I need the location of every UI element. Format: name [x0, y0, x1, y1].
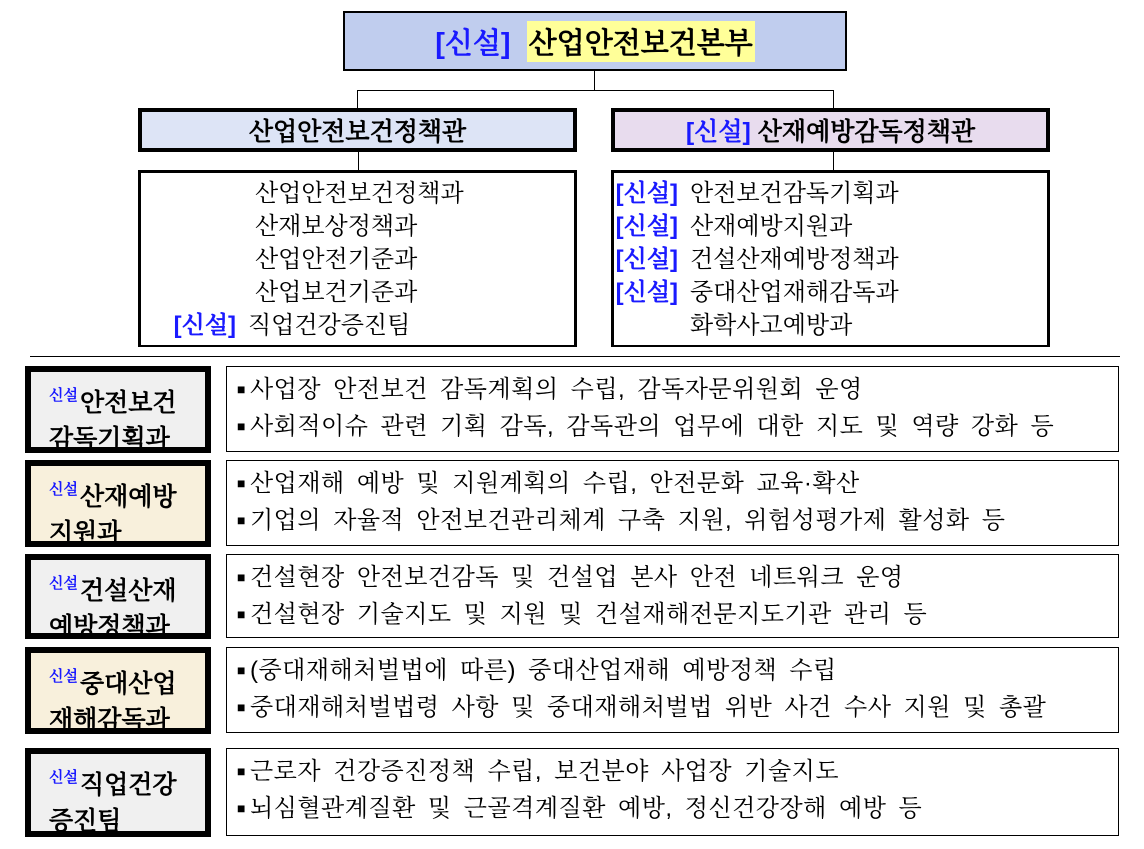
unit-row — [141, 210, 574, 243]
description-text: 뇌심혈관계질환 및 근골격계질환 예방, 정신건강장해 예방 등 — [249, 795, 923, 822]
description-item — [237, 753, 1118, 790]
description-item — [237, 559, 1118, 596]
unit-label-line2: 증진팀 — [49, 807, 122, 835]
description-text: 근로자 건강증진정책 수립, 보건분야 사업장 기술지도 — [249, 758, 840, 785]
description-item — [237, 408, 1118, 445]
new-tag: [신설] — [435, 27, 511, 60]
unit-name: 직업건강증진팀 — [248, 312, 411, 339]
unit-label-box — [25, 554, 211, 639]
divider — [30, 356, 1120, 357]
new-tag: 신설 — [49, 668, 78, 685]
left-units-list — [138, 170, 577, 347]
connector — [833, 90, 834, 108]
unit-description-box — [226, 647, 1119, 733]
unit-name: 건설산재예방정책과 — [690, 246, 899, 273]
new-tag: [신설] — [615, 279, 678, 306]
new-tag: [신설] — [615, 180, 678, 207]
unit-name: 산재예방지원과 — [690, 213, 853, 240]
description-text: 사회적이슈 관련 기획 감독, 감독관의 업무에 대한 지도 및 역량 강화 등 — [249, 413, 1055, 440]
new-tag: [신설] — [685, 118, 751, 146]
description-text: 기업의 자율적 안전보건관리체계 구축 지원, 위험성평가제 활성화 등 — [249, 507, 1006, 534]
description-text: 건설현장 안전보건감독 및 건설업 본사 안전 네트워크 운영 — [249, 564, 904, 591]
unit-row — [614, 243, 1047, 276]
bullet-icon: ■ — [237, 763, 246, 779]
description-text: 사업장 안전보건 감독계획의 수립, 감독자문위원회 운영 — [249, 376, 863, 403]
unit-label-box — [25, 647, 211, 734]
hq-title: 산업안전보건본부 — [527, 21, 755, 62]
connector — [833, 152, 834, 170]
unit-name: 산업안전보건정책과 — [255, 180, 464, 207]
right-office-box — [611, 108, 1050, 152]
unit-name: 산업안전기준과 — [255, 246, 418, 273]
unit-description-box — [226, 366, 1119, 452]
new-tag — [141, 177, 243, 210]
description-text: 산업재해 예방 및 지원계획의 수립, 안전문화 교육·확산 — [249, 470, 860, 497]
description-item — [237, 689, 1118, 726]
new-tag: 신설 — [49, 769, 78, 786]
new-tag — [614, 309, 678, 342]
new-tag: 신설 — [49, 481, 78, 498]
unit-name: 산재보상정책과 — [255, 213, 418, 240]
bullet-icon: ■ — [237, 512, 246, 528]
bullet-icon: ■ — [237, 662, 246, 678]
unit-label-line1: 안전보건 — [79, 389, 177, 417]
unit-label-line1: 건설산재 — [79, 577, 177, 605]
description-item — [237, 465, 1118, 502]
bullet-icon: ■ — [237, 418, 246, 434]
unit-label-line1: 중대산업 — [79, 670, 177, 698]
unit-label-line1: 직업건강 — [79, 771, 177, 799]
unit-description-box — [226, 554, 1119, 638]
unit-row — [141, 177, 574, 210]
unit-name: 안전보건감독기획과 — [690, 180, 899, 207]
connector — [594, 71, 595, 91]
unit-row — [614, 276, 1047, 309]
bullet-icon: ■ — [237, 699, 246, 715]
unit-name: 중대산업재해감독과 — [690, 279, 899, 306]
unit-label-line2: 예방정책과 — [49, 613, 170, 641]
right-office-title: 산재예방감독정책관 — [757, 118, 976, 146]
hq-box — [343, 11, 847, 71]
connector — [357, 90, 358, 108]
unit-label-box — [25, 460, 211, 547]
bullet-icon: ■ — [237, 475, 246, 491]
new-tag: 신설 — [49, 387, 78, 404]
new-tag: [신설] — [615, 213, 678, 240]
new-tag: 신설 — [49, 575, 78, 592]
unit-description-box — [226, 748, 1119, 836]
new-tag — [141, 243, 243, 276]
unit-label-line2: 지원과 — [49, 519, 122, 547]
connector — [358, 152, 359, 170]
unit-label-line2: 감독기획과 — [49, 425, 170, 453]
connector — [357, 90, 834, 91]
unit-row — [141, 309, 574, 342]
description-item — [237, 596, 1118, 633]
unit-description-box — [226, 460, 1119, 546]
bullet-icon: ■ — [237, 569, 246, 585]
description-text: 중대재해처벌법령 사항 및 중대재해처벌법 위반 사건 수사 지원 및 총괄 — [249, 694, 1047, 721]
description-text: (중대재해처벌법에 따른) 중대산업재해 예방정책 수립 — [249, 657, 837, 684]
right-units-list — [611, 170, 1050, 347]
description-item — [237, 652, 1118, 689]
left-office-title: 산업안전보건정책관 — [248, 118, 467, 146]
unit-label-box — [25, 366, 211, 453]
description-item — [237, 790, 1118, 827]
unit-label-box — [25, 748, 211, 837]
unit-row — [614, 177, 1047, 210]
bullet-icon: ■ — [237, 381, 246, 397]
unit-name: 화학사고예방과 — [690, 312, 853, 339]
new-tag — [141, 276, 243, 309]
unit-label-line1: 산재예방 — [79, 483, 177, 511]
unit-row — [141, 276, 574, 309]
description-item — [237, 502, 1118, 539]
new-tag: [신설] — [173, 312, 236, 339]
unit-row — [614, 309, 1047, 342]
unit-row — [614, 210, 1047, 243]
unit-name: 산업보건기준과 — [255, 279, 418, 306]
description-text: 건설현장 기술지도 및 지원 및 건설재해전문지도기관 관리 등 — [249, 601, 928, 628]
unit-row — [141, 243, 574, 276]
description-item — [237, 371, 1118, 408]
bullet-icon: ■ — [237, 606, 246, 622]
new-tag: [신설] — [615, 246, 678, 273]
bullet-icon: ■ — [237, 800, 246, 816]
left-office-box — [138, 108, 577, 152]
new-tag — [141, 210, 243, 243]
unit-label-line2: 재해감독과 — [49, 706, 170, 734]
